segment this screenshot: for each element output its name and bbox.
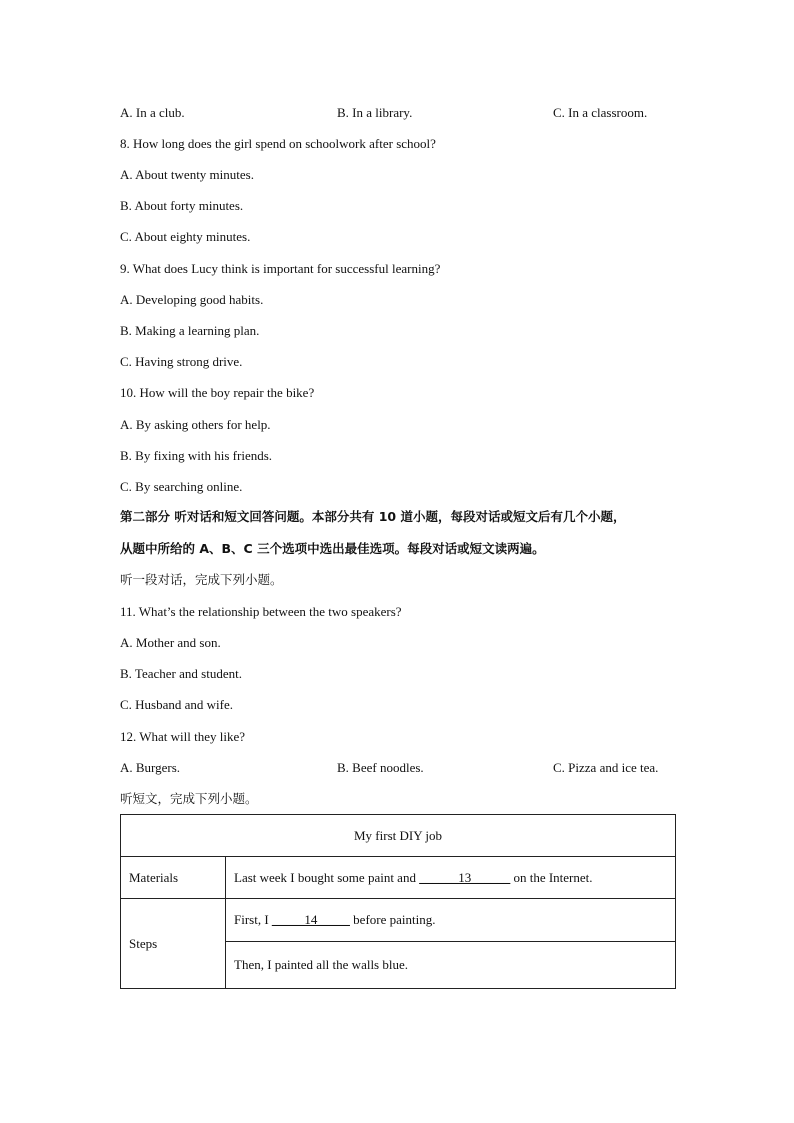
materials-cell <box>226 857 676 899</box>
q12-option-c: C. Pizza and ice tea. <box>553 760 659 775</box>
steps-label: Steps <box>121 899 226 989</box>
q12-option-a: A. Burgers. <box>120 760 181 775</box>
materials-text-after: on the Internet. <box>510 869 593 885</box>
q10-option-a: A. By asking others for help. <box>120 417 271 432</box>
q10-option-b: B. By fixing with his friends. <box>120 448 273 463</box>
step1-text-after: before painting. <box>349 912 436 927</box>
blank-14: _____14_____ <box>271 912 350 927</box>
q11-option-a: A. Mother and son. <box>120 635 221 650</box>
step1-text-before: First, I <box>234 912 272 927</box>
q9-option-b: B. Making a learning plan. <box>120 323 260 338</box>
q11-option-b: B. Teacher and student. <box>120 666 242 681</box>
diy-job-table <box>120 814 676 989</box>
q7-option-a: A. In a club. <box>120 105 185 120</box>
materials-label: Materials <box>121 857 226 899</box>
q11-option-c: C. Husband and wife. <box>120 697 234 712</box>
step2-cell: Then, I painted all the walls blue. <box>226 942 676 989</box>
q9-question: 9. What does Lucy think is important for successful learning? <box>120 261 441 276</box>
q8-question: 8. How long does the girl spend on schoolwork after school? <box>120 136 436 151</box>
dialogue-intro: 听一段对话，完成下列小题。 <box>120 572 283 587</box>
q10-question: 10. How will the boy repair the bike? <box>120 385 315 400</box>
q7-option-c: C. In a classroom. <box>553 105 648 120</box>
q12-option-b: B. Beef noodles. <box>337 760 424 775</box>
q8-option-c: C. About eighty minutes. <box>120 229 251 244</box>
q7-option-b: B. In a library. <box>337 105 413 120</box>
q7-options <box>120 104 680 122</box>
q12-question: 12. What will they like? <box>120 729 246 744</box>
part2-instruction-line1: 第二部分 听对话和短文回答问题。本部分共有 10 道小题，每段对话或短文后有几个小题， <box>120 509 626 524</box>
q9-option-a: A. Developing good habits. <box>120 292 264 307</box>
table-title: My first DIY job <box>121 815 676 857</box>
step1-cell <box>226 899 676 942</box>
materials-text-before: Last week I bought some paint and <box>234 869 420 885</box>
q12-options <box>120 759 680 777</box>
part2-instruction-line2: 从题中所给的 A、B、C 三个选项中选出最佳选项。每段对话或短文读两遍。 <box>120 541 545 556</box>
q9-option-c: C. Having strong drive. <box>120 354 243 369</box>
passage-intro: 听短文，完成下列小题。 <box>120 791 258 806</box>
q8-option-a: A. About twenty minutes. <box>120 167 254 182</box>
q11-question: 11. What’s the relationship between the two speakers? <box>120 604 402 619</box>
q10-option-c: C. By searching online. <box>120 479 243 494</box>
q8-option-b: B. About forty minutes. <box>120 198 244 213</box>
blank-13: ______13______ <box>419 869 511 885</box>
